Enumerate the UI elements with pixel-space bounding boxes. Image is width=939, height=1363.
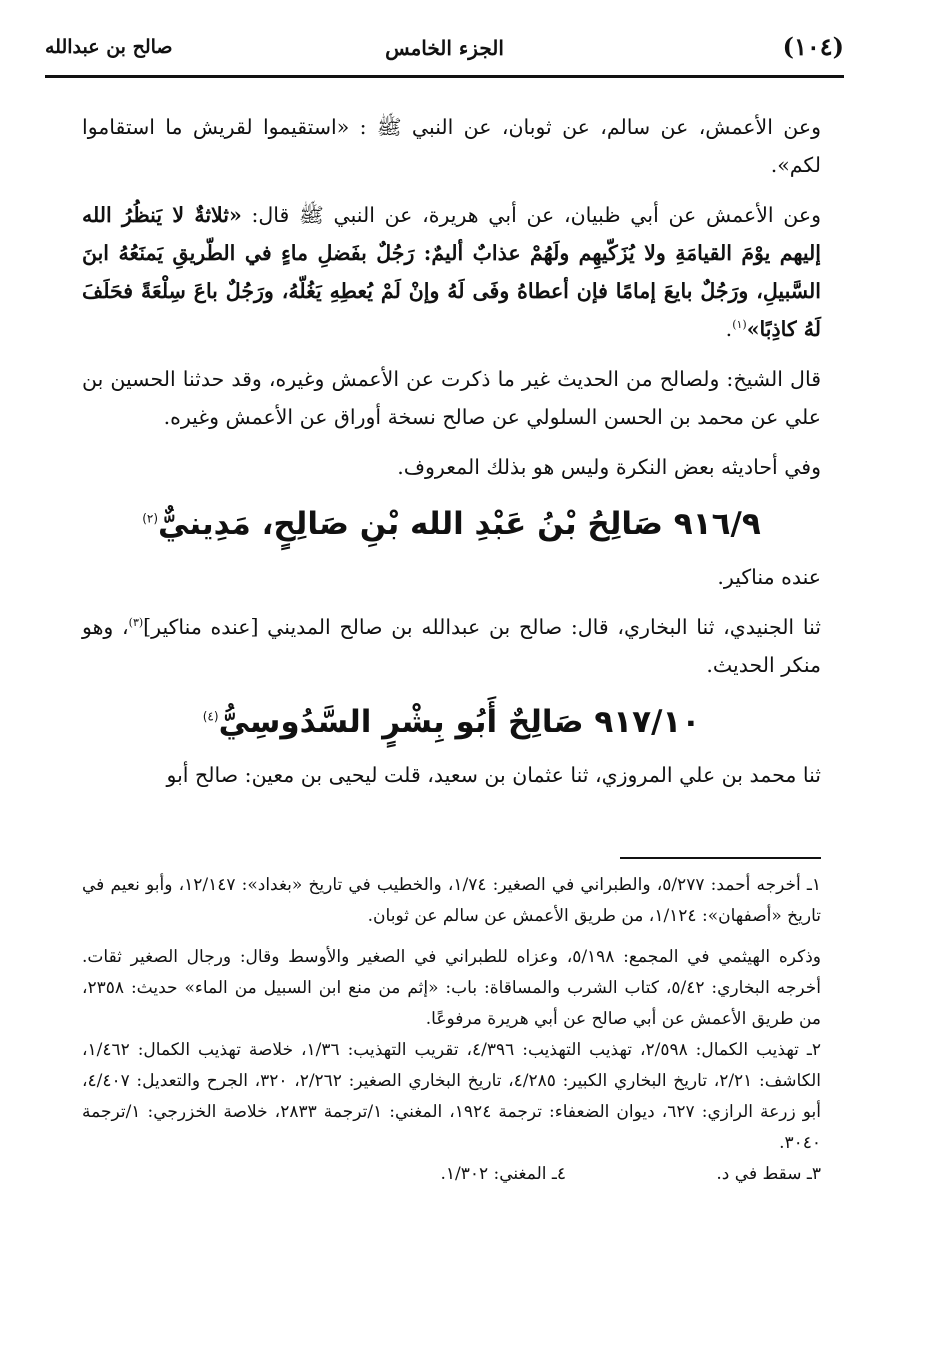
entry-title: ٩١٧/١٠ صَالِحٌ أَبُو بِشْرٍ السَّدُوسِيُّ xyxy=(218,704,701,740)
footnote-separator xyxy=(620,857,821,859)
period: . xyxy=(725,317,733,341)
footnote-2: ٢ـ تهذيب الكمال: ٢/٥٩٨، تهذيب التهذيب: ٤/٣٩٦، تقريب التهذيب: ١/٣٦، خلاصة تهذيب الكمال: ١/٤٦٢، الكاشف: ٢/٢١، تاريخ البخاري الكبير: ٤/٢٨٥، تاريخ البخاري الصغير: ٢/٢٦٢، ٣٢٠، الجرح والتعديل: ٤/٤٠٧، أبو زرعة الرازي: ٦٢٧، ديوان الضعفاء: ترجمة ١٩٢٤، المغني: ١/ترجمة ٢٨٣٣، خلاصة الخزرجي: ١/ترجمة ٣٠٤٠. xyxy=(82,1040,822,1153)
footnote-ref-2[interactable]: (٢) xyxy=(142,511,159,526)
volume-title: الجزء الخامس xyxy=(385,36,504,60)
footnote-ref-1[interactable]: (١) xyxy=(732,318,747,332)
paragraph-7: ثنا محمد بن علي المروزي، ثنا عثمان بن سعيد، قلت ليحيى بن معين: صالح أبو xyxy=(166,763,821,787)
header-rule xyxy=(45,75,844,78)
paragraph-2 xyxy=(82,196,821,348)
hadith-text: «ثلاثةٌ لا يَنظُرُ الله إليهم يوْمَ القيامَةِ ولا يُزَكّيهِم ولَهُمْ عذابٌ أليمٌ: رَجُلٌ بفَضلِ ماءٍ في الطّريقِ يَمنَعُهُ ابنَ السَّبيلِ، ورَجُلٌ بايعَ إمامًا فإن أعطاهُ وفَى لَهُ وإنْ لَمْ يُعطِهِ يَغُلّهُ، ورَجُلٌ باعَ سِلْعَةً فحَلَفَ لَهُ كاذِبًا» xyxy=(82,203,821,341)
footnote-ref-4[interactable]: (٤) xyxy=(202,709,219,724)
page-header xyxy=(45,30,844,90)
paragraph-3: قال الشيخ: ولصالح من الحديث غير ما ذكرت عن الأعمش وغيره، وقد حدثنا الحسين بن علي عن محمد بن الحسن السلولي عن صالح نسخة أوراق عن الأعمش وغيره. xyxy=(82,367,821,429)
main-text xyxy=(82,108,821,806)
footnote-4: ٤ـ المغني: ١/٣٠٢. xyxy=(440,1164,566,1184)
paragraph-4: وفي أحاديثه بعض النكرة وليس هو بذلك المعروف. xyxy=(397,455,821,479)
running-title: صالح بن عبدالله xyxy=(45,36,173,58)
narration-tail: ، وهو منكر الحديث. xyxy=(82,615,821,677)
entry-title: ٩١٦/٩ صَالِحُ بْنُ عَبْدِ الله بْنِ صَالِحٍ، مَدِينيٌّ xyxy=(158,506,761,542)
footnotes-3-4 xyxy=(82,1159,821,1190)
entry-heading-916 xyxy=(82,498,821,550)
paragraph-6 xyxy=(82,608,821,684)
footnote-1-continued: وذكره الهيثمي في المجمع: ٥/١٩٨، وعزاه للطبراني في الصغير والأوسط وقال: ورجال الصغير ثقات. أخرجه البخاري: ٥/٤٢، كتاب الشرب والمساقاة: باب: «إثم من منع ابن السبيل من الماء» حديث: ٢٣٥٨، من طريق الأعمش عن أبي صالح عن أبي هريرة مرفوعًا. xyxy=(82,947,821,1029)
page-number: (١٠٤) xyxy=(782,32,844,61)
footnote-1: ١ـ أخرجه أحمد: ٥/٢٧٧، والطبراني في الصغير: ١/٧٤، والخطيب في تاريخ «بغداد»: ١٢/١٤٧، وأبو نعيم في تاريخ «أصفهان»: ١/١٢٤، من طريق الأعمش عن سالم عن ثوبان. xyxy=(82,875,821,926)
footnote-ref-3[interactable]: (٣) xyxy=(128,616,144,630)
footnote-3: ٣ـ سقط في د. xyxy=(716,1164,821,1184)
footnotes xyxy=(82,870,821,1190)
hadith-chain: وعن الأعمش عن أبي ظبيان، عن أبي هريرة، عن النبي ﷺ قال: xyxy=(241,203,822,227)
paragraph-5: عنده مناكير. xyxy=(717,565,821,589)
paragraph-1: وعن الأعمش، عن سالم، عن ثوبان، عن النبي ﷺ : «استقيموا لقريش ما استقاموا لكم». xyxy=(82,115,821,177)
narration-text: ثنا الجنيدي، ثنا البخاري، قال: صالح بن عبدالله بن صالح المديني [عنده مناكير] xyxy=(143,615,821,639)
entry-heading-917 xyxy=(82,696,821,748)
